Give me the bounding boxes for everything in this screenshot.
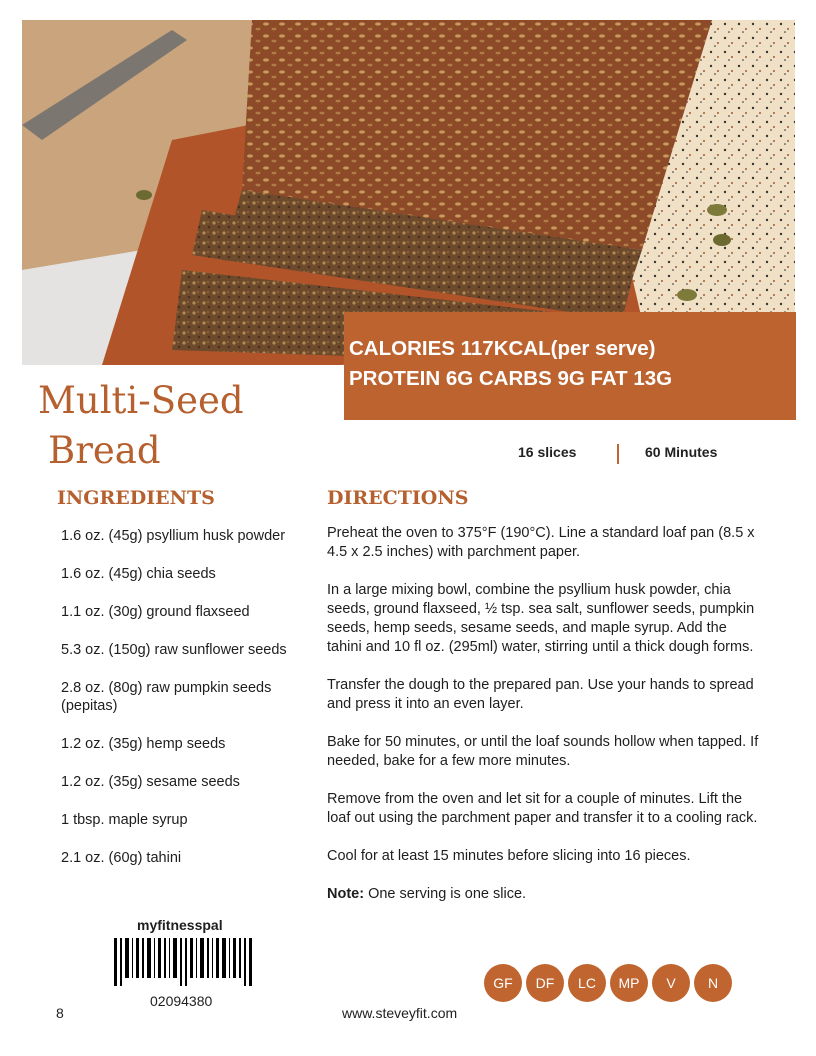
recipe-title-line1: Multi-Seed (38, 379, 244, 422)
badge-gluten-free: GF (484, 964, 522, 1002)
ingredient-item: 2.8 oz. (80g) raw pumpkin seeds (pepitas) (61, 680, 272, 714)
badge-meal-prep: MP (610, 964, 648, 1002)
ingredient-item: 5.3 oz. (150g) raw sunflower seeds (61, 642, 287, 658)
ingredients-heading: INGREDIENTS (57, 487, 215, 509)
ingredient-item: 1.6 oz. (45g) chia seeds (61, 566, 216, 582)
ingredient-item: 1.2 oz. (35g) sesame seeds (61, 774, 240, 790)
direction-step: Bake for 50 minutes, or until the loaf sounds hollow when tapped. If needed, bake for a few more minutes. (327, 734, 759, 769)
direction-step: In a large mixing bowl, combine the psyllium husk powder, chia seeds, ground flaxseed, ½ tsp. sea salt, sunflower seeds, pumpkin seeds, hemp seeds, sesame seeds, and maple syrup. Add the tahini and 10 fl oz. (295ml) water, stirring until a thick dough forms. (327, 582, 755, 655)
ingredient-item: 1.2 oz. (35g) hemp seeds (61, 736, 226, 752)
badge-dairy-free: DF (526, 964, 564, 1002)
page-number: 8 (56, 1005, 64, 1021)
badge-nuts: N (694, 964, 732, 1002)
ingredient-item: 1 tbsp. maple syrup (61, 812, 188, 828)
note-label: Note: (327, 886, 365, 902)
directions-heading: DIRECTIONS (327, 487, 469, 509)
note-text: One serving is one slice. (364, 886, 527, 902)
nutrition-macros: PROTEIN 6G CARBS 9G FAT 13G (349, 367, 673, 390)
time-label: 60 Minutes (645, 444, 718, 460)
barcode[interactable] (114, 938, 256, 991)
nutrition-banner (344, 312, 796, 420)
myfitnesspal-label: myfitnesspal (137, 917, 223, 933)
diet-badges (484, 964, 732, 1002)
badge-low-carb: LC (568, 964, 606, 1002)
direction-step: Transfer the dough to the prepared pan. Use your hands to spread and press it into an even layer. (327, 677, 754, 712)
barcode-graphic (114, 938, 256, 986)
direction-step: Cool for at least 15 minutes before slicing into 16 pieces. (327, 848, 691, 864)
ingredient-item: 1.1 oz. (30g) ground flaxseed (61, 604, 250, 620)
ingredient-item: 1.6 oz. (45g) psyllium husk powder (61, 528, 286, 544)
website-link[interactable]: www.steveyfit.com (342, 1005, 458, 1021)
recipe-title-line2: Bread (48, 429, 161, 472)
direction-note (327, 885, 763, 904)
barcode-number: 02094380 (150, 993, 213, 1009)
nutrition-calories: CALORIES 117KCAL(per serve) (349, 337, 656, 360)
direction-step: Preheat the oven to 375°F (190°C). Line a standard loaf pan (8.5 x 4.5 x 2.5 inches) with parchment paper. (327, 525, 755, 560)
direction-step: Remove from the oven and let sit for a couple of minutes. Lift the loaf out using the parchment paper and transfer it to a cooling rack. (327, 791, 758, 826)
directions-list (327, 524, 763, 923)
recipe-title (38, 376, 244, 476)
ingredients-list (61, 527, 301, 887)
ingredient-item: 2.1 oz. (60g) tahini (61, 850, 182, 866)
badge-vegan: V (652, 964, 690, 1002)
servings-label: 16 slices (518, 444, 577, 460)
meta-divider (617, 444, 619, 464)
